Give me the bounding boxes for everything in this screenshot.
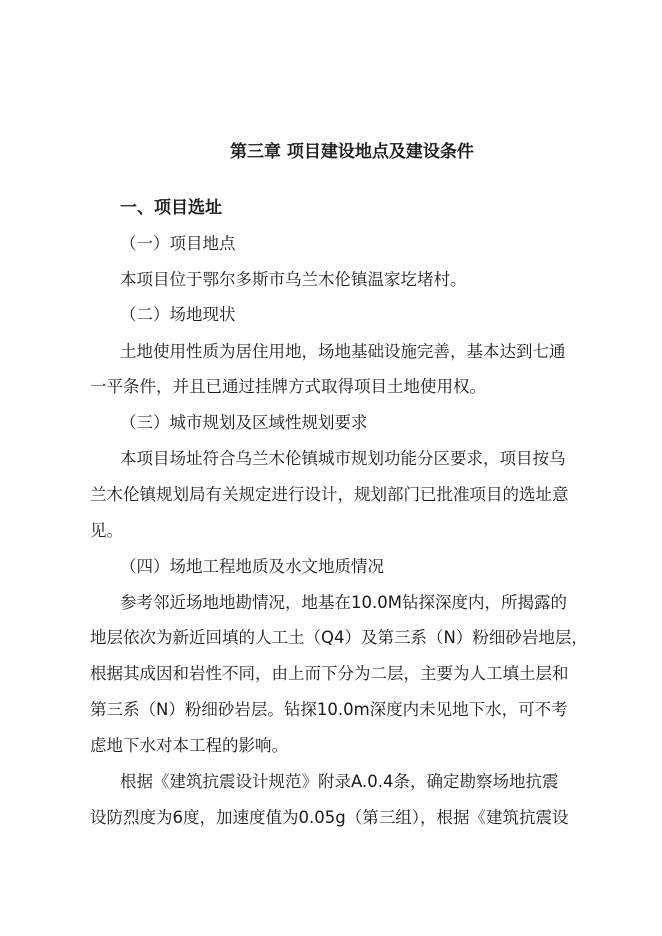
paragraph-project-location: 本项目位于鄂尔多斯市乌兰木伦镇温家圪堵村。	[120, 270, 467, 289]
subheading-geology: （四）场地工程地质及水文地质情况	[120, 557, 384, 576]
paragraph-line: 虑地下水对本工程的影响。	[90, 736, 288, 755]
paragraph-line: 设防烈度为6度，加速度值为0.05g（第三组），根据《建筑抗震设	[90, 808, 569, 827]
subheading-urban-planning: （三）城市规划及区域性规划要求	[120, 413, 368, 432]
paragraph-line: 根据《建筑抗震设计规范》附录A.0.4条，确定勘察场地抗震	[120, 772, 559, 791]
paragraph-line: 见。	[90, 521, 123, 540]
paragraph-line: 参考邻近场地地勘情况，地基在10.0M钻探深度内，所揭露的	[120, 593, 567, 612]
paragraph-line: 第三系（N）粉细砂岩层。钻探10.0m深度内未见地下水，可不考	[90, 700, 568, 719]
chapter-title: 第三章 项目建设地点及建设条件	[230, 142, 474, 162]
subheading-site-status: （二）场地现状	[120, 305, 236, 324]
section-heading-site-selection: 一、项目选址	[120, 198, 222, 218]
paragraph-line: 一平条件，并且已通过挂牌方式取得项目土地使用权。	[90, 377, 486, 396]
paragraph-line: 地层依次为新近回填的人工土（Q4）及第三系（N）粉细砂岩地层，	[90, 628, 588, 647]
paragraph-line: 兰木伦镇规划局有关规定进行设计，规划部门已批准项目的选址意	[90, 485, 569, 504]
subheading-project-location: （一）项目地点	[120, 234, 236, 253]
paragraph-line: 本项目场址符合乌兰木伦镇城市规划功能分区要求，项目按乌	[120, 449, 566, 468]
paragraph-line: 根据其成因和岩性不同，由上而下分为二层，主要为人工填土层和	[90, 664, 569, 683]
paragraph-line: 土地使用性质为居住用地，场地基础设施完善，基本达到七通	[120, 342, 566, 361]
